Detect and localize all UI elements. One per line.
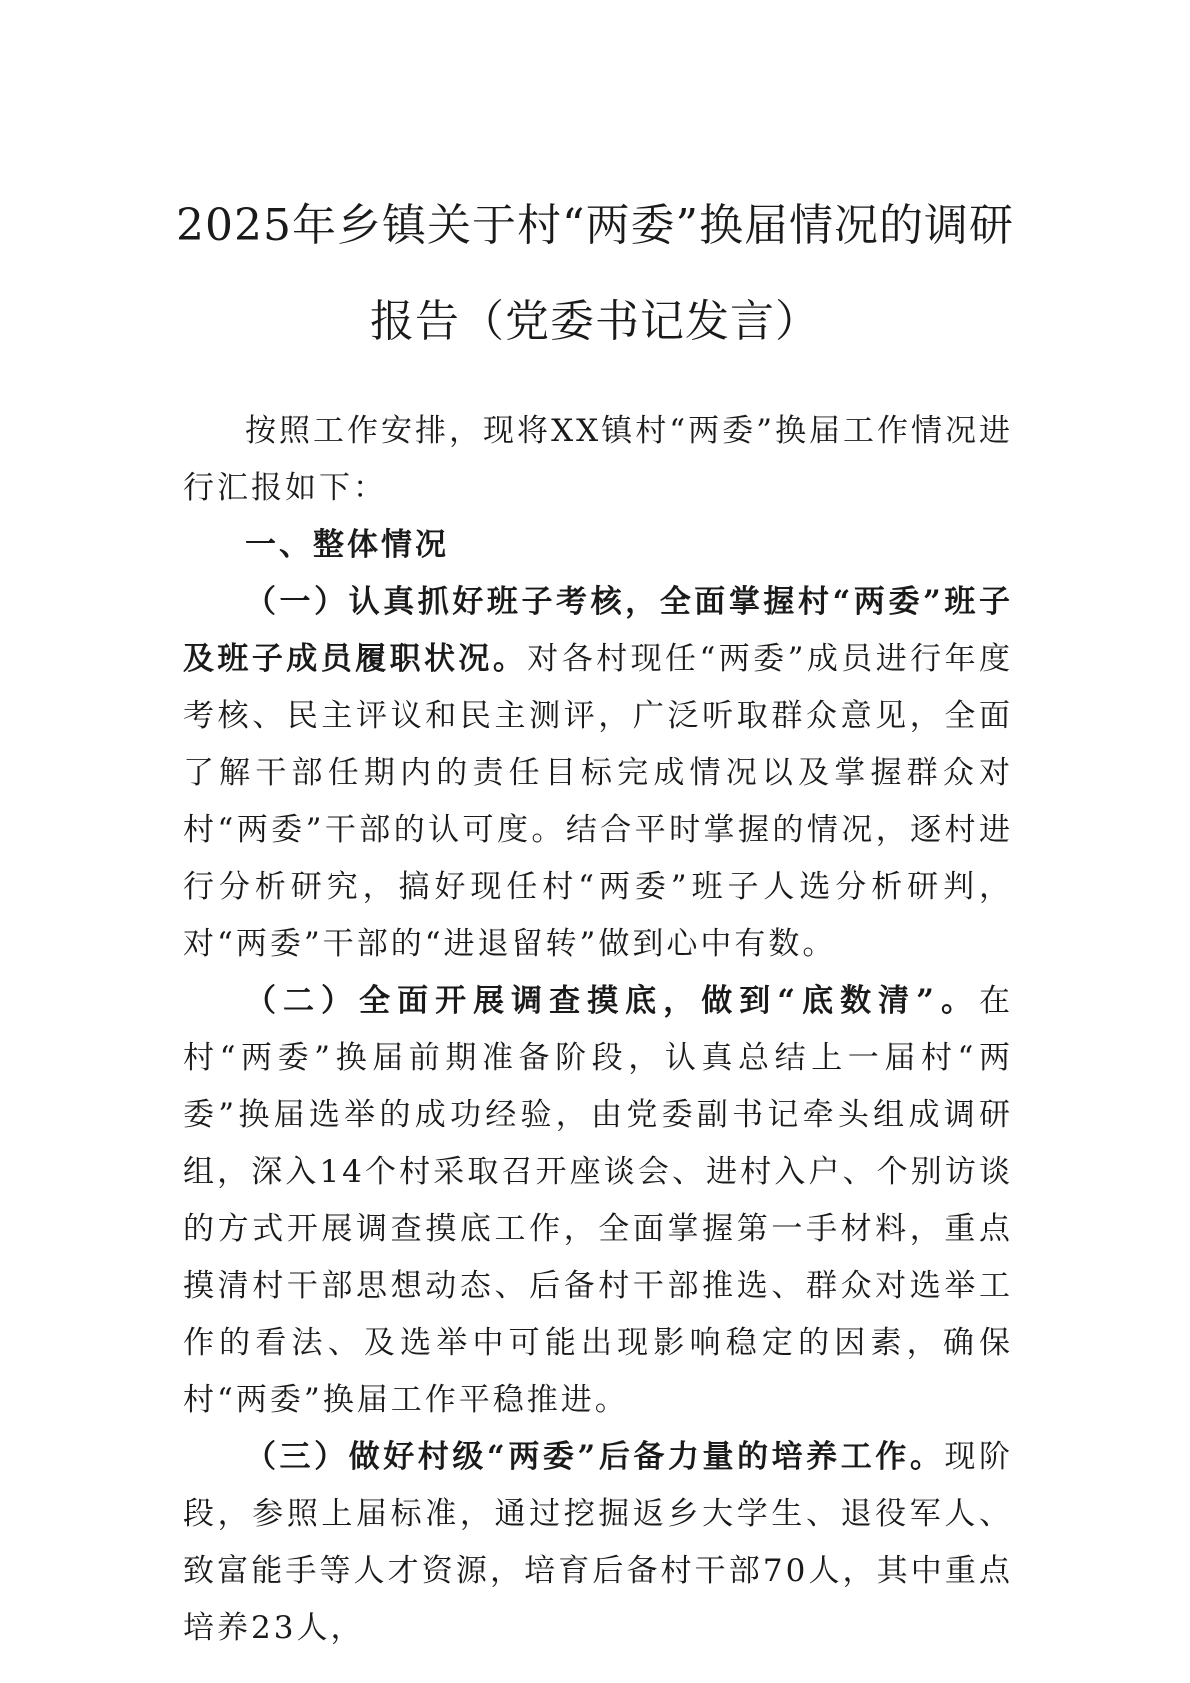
paragraph-1-lead: （一）认真抓好班子考核，全面掌握村“两委”班子及班子成员履职状况。 [183,584,1013,677]
paragraph-3-lead: （三）做好村级“两委”后备力量的培养工作。 [245,1439,945,1475]
paragraph-3-text: 现阶段，参照上届标准，通过挖掘返乡大学生、退役军人、致富能手等人才资源，培育后备村干部70人，其中重点培养23人， [183,1439,1013,1646]
paragraph-3 [183,1429,1013,1657]
title-line-2: 报告（党委书记发言） [370,296,820,347]
document-body [183,403,1013,1657]
document-title [170,178,1020,370]
intro-paragraph: 按照工作安排，现将XX镇村“两委”换届工作情况进行汇报如下： [183,413,1013,506]
paragraph-1 [183,574,1013,973]
paragraph-2 [183,973,1013,1429]
paragraph-2-lead: （二）全面开展调查摸底，做到“底数清”。 [245,983,979,1019]
section-heading: 一、整体情况 [245,527,449,563]
paragraph-1-text: 对各村现任“两委”成员进行年度考核、民主评议和民主测评，广泛听取群众意见，全面了解干部任期内的责任目标完成情况以及掌握群众对村“两委”干部的认可度。结合平时掌握的情况，逐村进行分析研究，搞好现任村“两委”班子人选分析研判，对“两委”干部的“进退留转”做到心中有数。 [183,641,1013,962]
paragraph-2-text: 在村“两委”换届前期准备阶段，认真总结上一届村“两委”换届选举的成功经验，由党委副书记牵头组成调研组，深入14个村采取召开座谈会、进村入户、个别访谈的方式开展调查摸底工作，全面掌握第一手材料，重点摸清村干部思想动态、后备村干部推选、群众对选举工作的看法、及选举中可能出现影响稳定的因素，确保村“两委”换届工作平稳推进。 [183,983,1013,1418]
title-line-1: 2025年乡镇关于村“两委”换届情况的调研 [176,200,1014,251]
